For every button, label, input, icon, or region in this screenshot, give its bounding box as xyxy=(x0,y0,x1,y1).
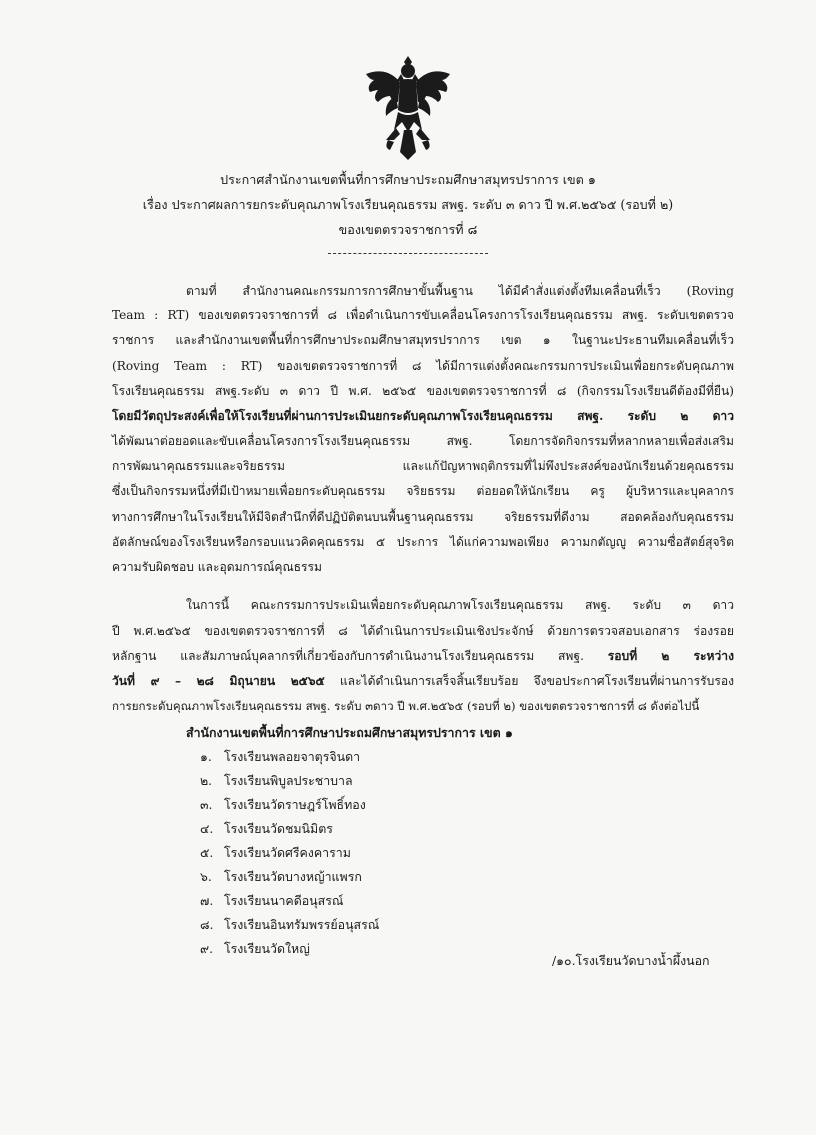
paragraph-1-line: ได้พัฒนาต่อยอดและขับเคลื่อนโครงการโรงเรียนคุณธรรม สพฐ. โดยการจัดกิจกรรมที่หลากหลายเพื่อส่งเสริม xyxy=(112,434,734,448)
school-list-item xyxy=(200,940,310,959)
school-name: โรงเรียนวัดใหญ่ xyxy=(224,941,310,956)
paragraph-1-line: ทางการศึกษาในโรงเรียนให้มีจิตสำนึกที่ดีปฏิบัติตนบนพื้นฐานคุณธรรม จริยธรรมที่ดีงาม สอดคล้องกับคุณธรรม xyxy=(112,510,734,524)
paragraph-2-line: การยกระดับคุณภาพโรงเรียนคุณธรรม สพฐ. ระดับ ๓ดาว ปี พ.ศ.๒๕๖๕ (รอบที่ ๒) ของเขตตรวจราชการที่ ๘ ดังต่อไปนี้ xyxy=(112,699,700,713)
paragraph-2-line: ในการนี้ คณะกรรมการประเมินเพื่อยกระดับคุณภาพโรงเรียนคุณธรรม สพฐ. ระดับ ๓ ดาว xyxy=(186,598,734,612)
paragraph-1-line: Team : RT) ของเขตตรวจราชการที่ ๘ เพื่อดำเนินการขับเคลื่อนโครงการโรงเรียนคุณธรรม สพฐ. ระดับเขตตรวจ xyxy=(112,308,734,322)
paragraph-1-line: ตามที่ สำนักงานคณะกรรมการการศึกษาขั้นพื้นฐาน ได้มีคำสั่งแต่งตั้งทีมเคลื่อนที่เร็ว (Roving xyxy=(186,284,734,298)
paragraph-1-line: โดยมีวัตถุประสงค์เพื่อให้โรงเรียนที่ผ่านการประเมินยกระดับคุณภาพโรงเรียนคุณธรรม สพฐ. ระดับ ๒ ดาว xyxy=(112,409,734,423)
office-heading: สำนักงานเขตพื้นที่การศึกษาประถมศึกษาสมุทรปราการ เขต ๑ xyxy=(186,725,513,740)
school-number: ๖. xyxy=(200,869,212,884)
school-number: ๕. xyxy=(200,845,214,860)
round-2-label: รอบที่ ๒ ระหว่าง xyxy=(607,649,734,663)
paragraph-1-line: ซึ่งเป็นกิจกรรมหนึ่งที่มีเป้าหมายเพื่อยกระดับคุณธรรม จริยธรรม ต่อยอดให้นักเรียน ครู ผู้บริหารและบุคลากร xyxy=(112,484,734,498)
school-list-item xyxy=(200,916,379,935)
school-name: โรงเรียนวัดศรีคงคาราม xyxy=(224,845,351,860)
paragraph-2-text: และได้ดำเนินการเสร็จสิ้นเรียบร้อย จึงขอประกาศโรงเรียนที่ผ่านการรับรอง xyxy=(324,674,735,688)
paragraph-1-line: ความรับผิดชอบ และอุดมการณ์คุณธรรม xyxy=(112,560,323,574)
school-name: โรงเรียนวัดบางหญ้าแพรก xyxy=(224,869,362,884)
school-name: โรงเรียนวัดชมนิมิตร xyxy=(224,821,333,836)
announcement-region: ของเขตตรวจราชการที่ ๘ xyxy=(338,222,478,237)
garuda-emblem-icon xyxy=(360,56,456,160)
school-list-item xyxy=(200,868,362,887)
school-list-item xyxy=(200,748,360,767)
paragraph-1-line: อัตลักษณ์ของโรงเรียนหรือกรอบแนวคิดคุณธรรม ๕ ประการ ได้แก่ความพอเพียง ความกตัญญู ความซื่อสัตย์สุจริต xyxy=(112,535,734,549)
school-number: ๘. xyxy=(200,917,214,932)
paragraph-2-line xyxy=(112,648,734,664)
school-name: โรงเรียนอินทรัมพรรย์อนุสรณ์ xyxy=(224,917,380,932)
assessment-date-range: วันที่ ๙ – ๒๘ มิถุนายน ๒๕๖๕ xyxy=(112,674,325,688)
school-number: ๑. xyxy=(200,749,212,764)
school-list-item xyxy=(200,772,353,791)
school-name: โรงเรียนนาคดีอนุสรณ์ xyxy=(224,893,344,908)
school-list-item xyxy=(200,796,366,815)
paragraph-1-line: ราชการ และสำนักงานเขตพื้นที่การศึกษาประถมศึกษาสมุทรปราการ เขต ๑ ในฐานะประธานทีมเคลื่อนที่เร็ว xyxy=(112,333,734,347)
school-name: โรงเรียนพิบูลประชาบาล xyxy=(224,773,353,788)
school-list-item xyxy=(200,892,343,911)
school-number: ๒. xyxy=(200,773,213,788)
announcement-title: ประกาศสำนักงานเขตพื้นที่การศึกษาประถมศึกษาสมุทรปราการ เขต ๑ xyxy=(220,172,596,187)
school-list-item xyxy=(200,844,351,863)
paragraph-1-line: การพัฒนาคุณธรรมและจริยธรรม และแก้ปัญหาพฤติกรรมที่ไม่พึงประสงค์ของนักเรียนด้วยคุณธรรม xyxy=(112,459,734,473)
paragraph-1-line: (Roving Team : RT) ของเขตตรวจราชการที่ ๘ ได้มีการแต่งตั้งคณะกรรมการประเมินเพื่อยกระดับคุณภาพ xyxy=(112,359,734,373)
announcement-subject: เรื่อง ประกาศผลการยกระดับคุณภาพโรงเรียนคุณธรรม สพฐ. ระดับ ๓ ดาว ปี พ.ศ.๒๕๖๕ (รอบที่ ๒) xyxy=(142,197,674,212)
school-number: ๓. xyxy=(200,797,213,812)
school-number: ๔. xyxy=(200,821,214,836)
school-name: โรงเรียนพลอยจาตุรจินดา xyxy=(224,749,361,764)
paragraph-2-line: ปี พ.ศ.๒๕๖๕ ของเขตตรวจราชการที่ ๘ ได้ดำเนินการประเมินเชิงประจักษ์ ด้วยการตรวจสอบเอกสาร ร่องรอย xyxy=(112,624,734,638)
school-list-item xyxy=(200,820,333,839)
school-number: ๗. xyxy=(200,893,214,908)
school-number: ๙. xyxy=(200,941,214,956)
paragraph-1-line: โรงเรียนคุณธรรม สพฐ.ระดับ ๓ ดาว ปี พ.ศ. ๒๕๖๕ ของเขตตรวจราชการที่ ๘ (กิจกรรมโรงเรียนดีต้องมีที่ยืน) xyxy=(112,384,734,398)
header-divider xyxy=(328,253,488,254)
paragraph-2-line xyxy=(112,673,734,689)
school-name: โรงเรียนวัดราษฎร์โพธิ์ทอง xyxy=(224,797,366,812)
paragraph-2-text: หลักฐาน และสัมภาษณ์บุคลากรที่เกี่ยวข้องกับการดำเนินงานโรงเรียนคุณธรรม สพฐ. xyxy=(112,649,608,663)
continuation-note: /๑๐.โรงเรียนวัดบางน้ำผึ้งนอก xyxy=(552,953,710,968)
